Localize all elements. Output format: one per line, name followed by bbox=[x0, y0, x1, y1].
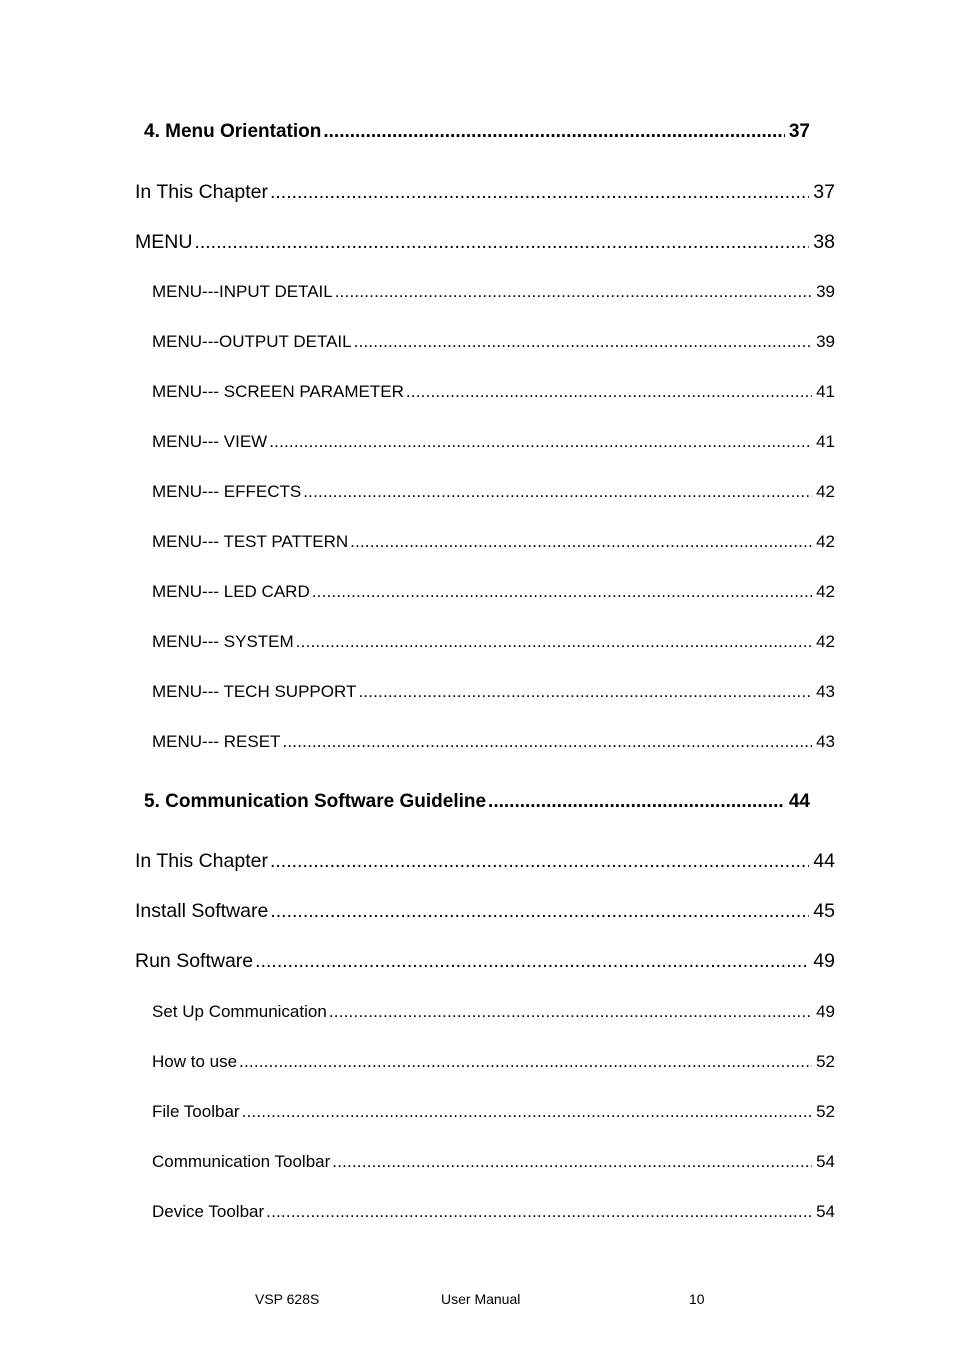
toc-leader-dots bbox=[269, 432, 812, 452]
toc-entry[interactable] bbox=[152, 532, 835, 552]
toc-entry[interactable] bbox=[135, 900, 835, 923]
toc-entry[interactable] bbox=[152, 382, 835, 402]
toc-entry-title: MENU--- SYSTEM bbox=[152, 632, 294, 651]
toc-entry-title: How to use bbox=[152, 1052, 238, 1071]
toc-entry-page: 49 bbox=[813, 950, 835, 972]
toc-chapter-communication-software[interactable] bbox=[144, 791, 810, 813]
toc-entry-page: 43 bbox=[816, 682, 835, 701]
toc-entry-title: MENU---INPUT DETAIL bbox=[152, 282, 333, 301]
toc-entry-page: 44 bbox=[813, 850, 835, 872]
toc-entry-title: 5. Communication Software Guideline bbox=[144, 791, 487, 812]
toc-entry-page: 41 bbox=[816, 382, 835, 401]
toc-entry-page: 43 bbox=[816, 732, 835, 751]
toc-entry[interactable] bbox=[152, 1052, 835, 1072]
toc-entry[interactable] bbox=[152, 332, 835, 352]
toc-leader-dots bbox=[270, 181, 809, 204]
toc-entry-title: Communication Toolbar bbox=[152, 1152, 331, 1171]
toc-entry-title: 4. Menu Orientation bbox=[144, 121, 322, 142]
toc-entry-title: In This Chapter bbox=[135, 181, 268, 203]
toc-entry-title: File Toolbar bbox=[152, 1102, 240, 1121]
toc-entry-title: Device Toolbar bbox=[152, 1202, 265, 1221]
toc-chapter-menu-orientation[interactable] bbox=[144, 121, 810, 143]
toc-entry[interactable] bbox=[152, 632, 835, 652]
toc-leader-dots bbox=[488, 791, 785, 813]
toc-leader-dots bbox=[323, 121, 785, 143]
toc-entry[interactable] bbox=[152, 482, 835, 502]
toc-leader-dots bbox=[335, 282, 812, 302]
toc-leader-dots bbox=[329, 1002, 812, 1022]
toc-leader-dots bbox=[270, 850, 809, 873]
toc-entry-page: 42 bbox=[816, 582, 835, 601]
toc-leader-dots bbox=[303, 482, 812, 502]
toc-leader-dots bbox=[296, 632, 812, 652]
toc-entry-title: MENU---OUTPUT DETAIL bbox=[152, 332, 352, 351]
toc-entry-title: MENU--- LED CARD bbox=[152, 582, 310, 601]
toc-leader-dots bbox=[332, 1152, 812, 1172]
toc-entry-page: 49 bbox=[816, 1002, 835, 1021]
toc-entry-title: Set Up Communication bbox=[152, 1002, 327, 1021]
toc-entry[interactable] bbox=[152, 282, 835, 302]
toc-leader-dots bbox=[270, 900, 809, 923]
toc-entry[interactable] bbox=[152, 1202, 835, 1222]
toc-leader-dots bbox=[194, 231, 809, 254]
toc-entry[interactable] bbox=[152, 732, 835, 752]
toc-entry-page: 37 bbox=[813, 181, 835, 203]
toc-entry-page: 42 bbox=[816, 532, 835, 551]
toc-leader-dots bbox=[312, 582, 812, 602]
toc-entry-page: 37 bbox=[788, 121, 810, 142]
toc-entry-page: 45 bbox=[813, 900, 835, 922]
toc-entry[interactable] bbox=[135, 231, 835, 254]
toc-entry[interactable] bbox=[152, 1002, 835, 1022]
toc-entry-page: 38 bbox=[813, 231, 835, 253]
toc-entry-page: 44 bbox=[788, 791, 810, 812]
toc-entry[interactable] bbox=[135, 181, 835, 204]
toc-entry-page: 39 bbox=[816, 282, 835, 301]
toc-entry[interactable] bbox=[152, 1102, 835, 1122]
toc-entry-title: MENU--- VIEW bbox=[152, 432, 268, 451]
toc-leader-dots bbox=[266, 1202, 812, 1222]
toc-leader-dots bbox=[358, 682, 812, 702]
toc-leader-dots bbox=[255, 950, 809, 973]
toc-entry[interactable] bbox=[135, 850, 835, 873]
toc-entry[interactable] bbox=[152, 682, 835, 702]
toc-entry-page: 41 bbox=[816, 432, 835, 451]
toc-entry[interactable] bbox=[135, 950, 835, 973]
toc-leader-dots bbox=[354, 332, 812, 352]
toc-entry-page: 54 bbox=[816, 1152, 835, 1171]
toc-entry[interactable] bbox=[152, 582, 835, 602]
toc-entry-page: 42 bbox=[816, 482, 835, 501]
toc-leader-dots bbox=[242, 1102, 813, 1122]
toc-entry-page: 39 bbox=[816, 332, 835, 351]
toc-entry[interactable] bbox=[152, 432, 835, 452]
footer-page-number: 10 bbox=[689, 1291, 705, 1307]
toc-entry-title: Run Software bbox=[135, 950, 254, 972]
footer-product: VSP 628S bbox=[255, 1291, 320, 1307]
toc-entry-title: MENU--- SCREEN PARAMETER bbox=[152, 382, 404, 401]
toc-entry-title: Install Software bbox=[135, 900, 269, 922]
toc-entry-title: MENU--- EFFECTS bbox=[152, 482, 302, 501]
toc-entry-title: MENU--- TEST PATTERN bbox=[152, 532, 349, 551]
footer-doc-type: User Manual bbox=[441, 1291, 521, 1307]
toc-entry[interactable] bbox=[152, 1152, 835, 1172]
toc-leader-dots bbox=[282, 732, 812, 752]
toc-entry-page: 54 bbox=[816, 1202, 835, 1221]
toc-entry-title: In This Chapter bbox=[135, 850, 268, 872]
toc-leader-dots bbox=[239, 1052, 812, 1072]
toc-entry-page: 52 bbox=[816, 1052, 835, 1071]
toc-leader-dots bbox=[406, 382, 812, 402]
toc-entry-page: 42 bbox=[816, 632, 835, 651]
toc-entry-title: MENU--- TECH SUPPORT bbox=[152, 682, 357, 701]
toc-entry-page: 52 bbox=[816, 1102, 835, 1121]
toc-entry-title: MENU--- RESET bbox=[152, 732, 281, 751]
toc-leader-dots bbox=[350, 532, 812, 552]
toc-entry-title: MENU bbox=[135, 231, 193, 253]
